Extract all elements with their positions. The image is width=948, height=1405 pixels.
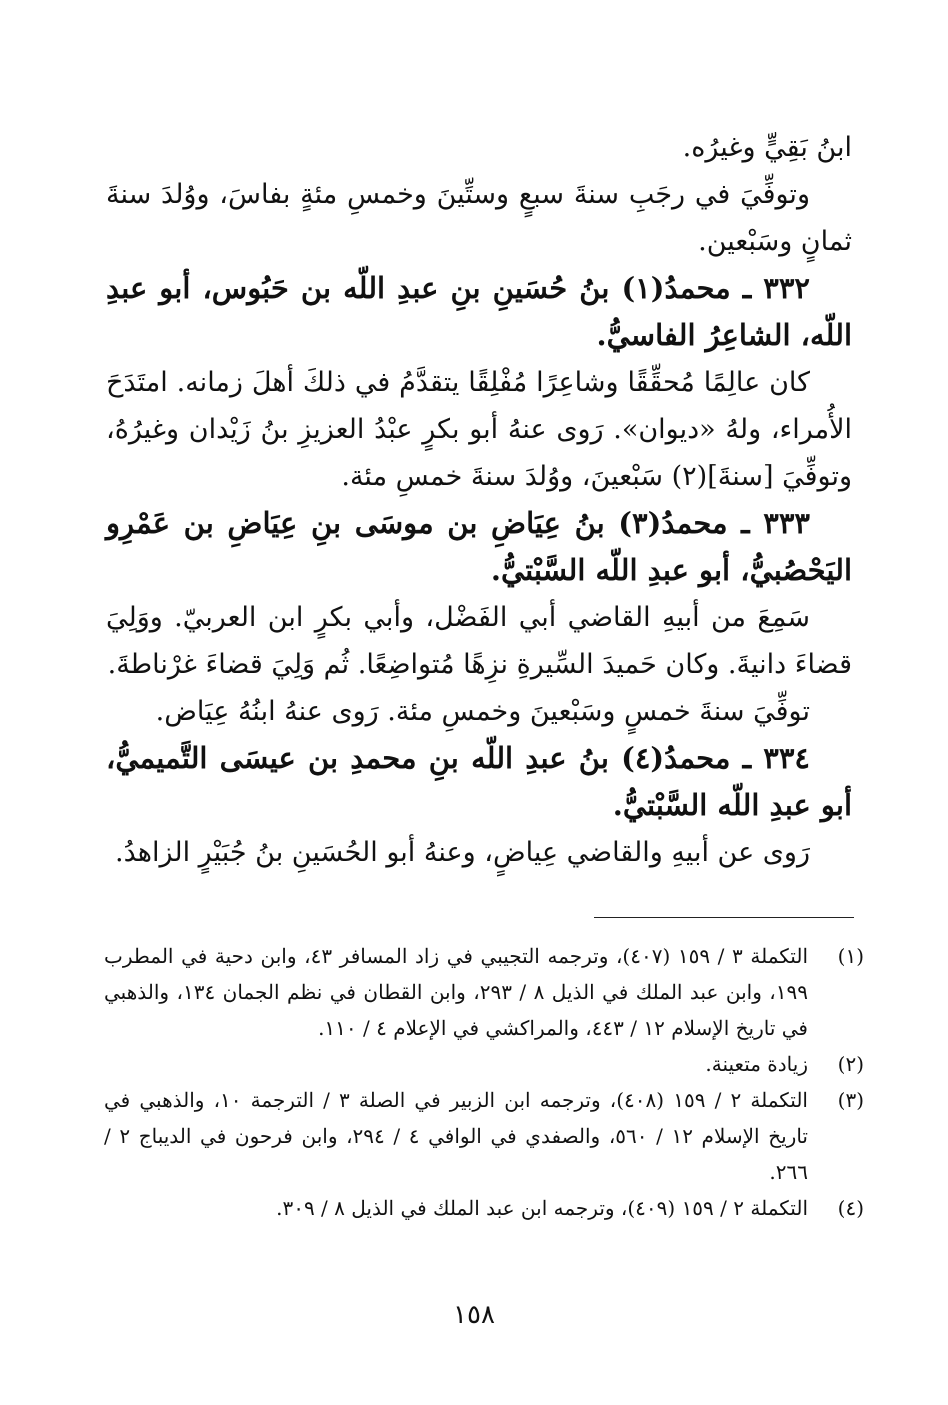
paragraph-2: وتوفِّيَ في رجَبِ سنةَ سبعٍ وستِّينَ وخمسِ مئةٍ بفاسَ، ووُلدَ سنةَ ثمانٍ وسَبْعين. xyxy=(106,179,852,257)
entry-334-heading: ٣٣٤ ـ محمدُ(٤) بنُ عبدِ اللّه بنِ محمدِ بن عيسَى التَّميميُّ، أبو عبدِ اللّه السَّبْتيُّ. xyxy=(106,741,852,822)
paragraph-6: رَوى عن أبيهِ والقاضي عِياضٍ، وعنهُ أبو الحُسَينِ بنُ جُبَيْرٍ الزاهدُ. xyxy=(114,837,810,868)
paragraph-1: ابنُ بَقِيٍّ وغيرُه. xyxy=(682,132,852,163)
page-number: ١٥٨ xyxy=(453,1300,495,1330)
footnote-item xyxy=(104,1082,864,1190)
footnotes xyxy=(104,938,864,1226)
footnote-separator xyxy=(594,917,854,918)
paragraph-3: كان عالِمًا مُحقِّقًا وشاعِرًا مُفْلِقًا يتقدَّمُ في ذلكَ أهلَ زمانه. امتَدَحَ الأُمراء، ولهُ «ديوان». رَوى عنهُ أبو بكرٍ عبْدُ العزيزِ بنُ زَيْدان وغيرُهُ، وتوفِّيَ [سنةَ](٢) سَبْعينَ، ووُلدَ سنةَ خمسِ مئة. xyxy=(106,367,852,492)
footnote-item xyxy=(104,1046,864,1082)
footnote-number: (٢) xyxy=(837,1052,864,1076)
footnote-item xyxy=(104,1190,864,1226)
footnote-text: زيادة متعينة. xyxy=(705,1052,808,1076)
footnote-text: التكملة ٢ / ١٥٩ (٤٠٨)، وترجمه ابن الزبير في الصلة ٣ / الترجمة ١٠، والذهبي في تاريخ الإسلام ١٢ / ٥٦٠، والصفدي في الوافي ٤ / ٢٩٤، وابن فرحون في الديباج ٢ / ٢٦٦. xyxy=(104,1088,808,1184)
footnote-text: التكملة ٢ / ١٥٩ (٤٠٩)، وترجمه ابن عبد الملك في الذيل ٨ / ٣٠٩. xyxy=(276,1196,808,1220)
entry-332-heading: ٣٣٢ ـ محمدُ(١) بنُ حُسَينِ بنِ عبدِ اللّه بن حَبُوس، أبو عبدِ اللّه، الشاعِرُ الفاسيُّ. xyxy=(106,271,852,352)
main-text xyxy=(106,124,852,876)
footnote-number: (٣) xyxy=(837,1088,864,1112)
footnote-number: (٤) xyxy=(837,1196,864,1220)
paragraph-5: توفِّيَ سنةَ خمسٍ وسَبْعينَ وخمسِ مئة. رَوى عنهُ ابنُهُ عِيَاض. xyxy=(155,696,810,727)
footnote-text: التكملة ٣ / ١٥٩ (٤٠٧)، وترجمه التجيبي في زاد المسافر ٤٣، وابن دحية في المطرب ١٩٩، وابن عبد الملك في الذيل ٨ / ٢٩٣، وابن القطان في نظم الجمان ١٣٤، والذهبي في تاريخ الإسلام ١٢ / ٤٤٣، والمراكشي في الإعلام ٤ / ١١٠. xyxy=(104,944,808,1040)
footnote-item xyxy=(104,938,864,1046)
entry-333-heading: ٣٣٣ ـ محمدُ(٣) بنُ عِيَاضِ بن موسَى بنِ عِيَاضِ بن عَمْرِو اليَحْصُبيُّ، أبو عبدِ اللّه السَّبْتيُّ. xyxy=(106,506,852,587)
footnote-number: (١) xyxy=(837,944,864,968)
paragraph-4: سَمِعَ من أبيهِ القاضي أبي الفَضْل، وأبي بكرٍ ابن العربيّ. ووَلِيَ قضاءَ دانيةَ. وكان حَميدَ السِّيرةِ نزِهًا مُتواضِعًا. ثُم وَلِيَ قضاءَ غرْناطةَ. xyxy=(106,602,852,680)
